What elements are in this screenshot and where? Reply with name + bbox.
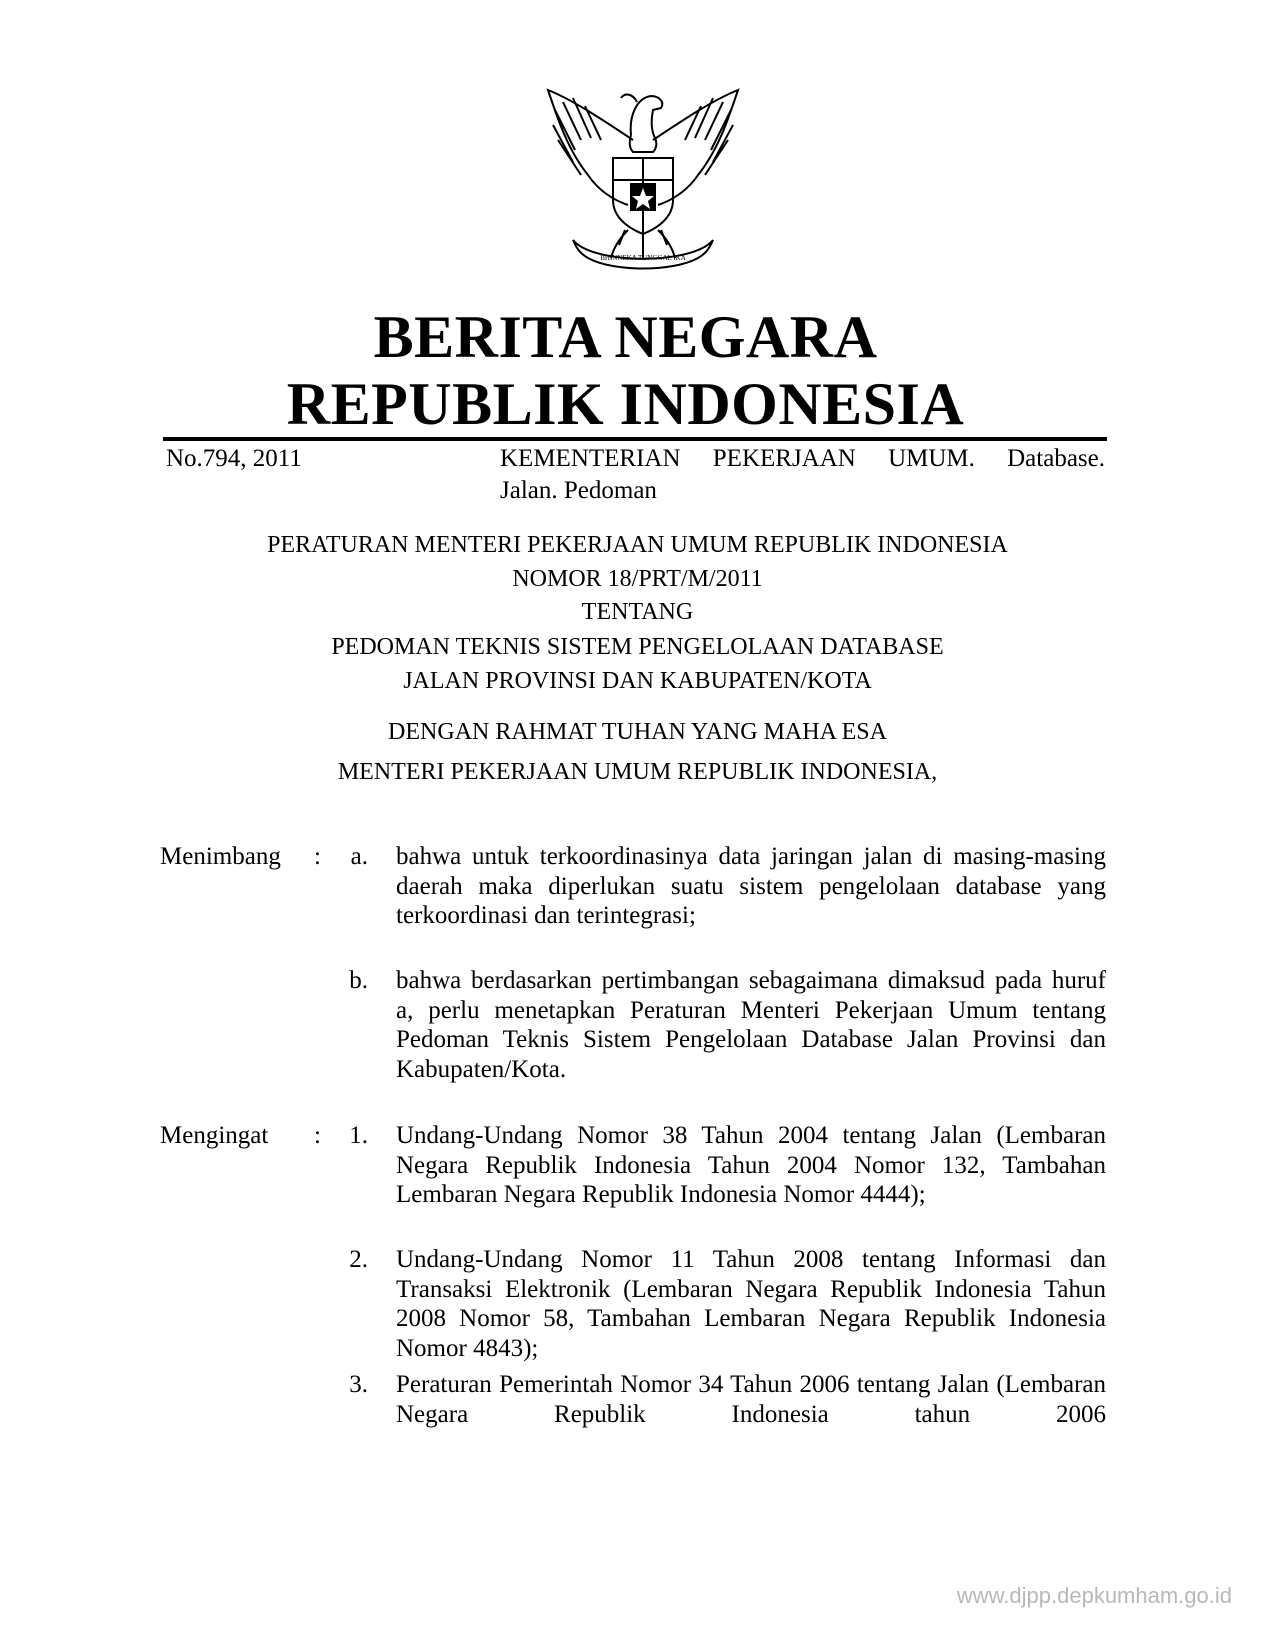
masthead-divider: [163, 437, 1107, 441]
masthead-line-1: BERITA NEGARA: [373, 304, 878, 370]
menimbang-item-a: bahwa untuk terkoordinasinya data jaringan jalan di masing-masing daerah maka diperlukan suatu sistem pengelolaan database yang terkoordinasi dan terintegrasi;: [396, 843, 1106, 929]
regulation-number: NOMOR 18/PRT/M/2011: [512, 566, 763, 592]
mengingat-label: Mengingat: [160, 1122, 269, 1149]
mengingat-marker-2: 2.: [349, 1246, 368, 1273]
gazette-subject: [500, 443, 1105, 507]
mengingat-marker-3: 3.: [349, 1371, 368, 1398]
menimbang-marker-a: a.: [350, 843, 368, 870]
watermark-url: www.djpp.depkumham.go.id: [956, 1583, 1232, 1608]
menimbang-label: Menimbang: [160, 843, 281, 870]
menimbang-colon: :: [314, 843, 321, 870]
preamble-line-1: DENGAN RAHMAT TUHAN YANG MAHA ESA: [388, 719, 887, 745]
masthead-line-2: REPUBLIK INDONESIA: [286, 371, 965, 437]
garuda-emblem-icon: [533, 80, 753, 280]
menimbang-item-b: bahwa berdasarkan pertimbangan sebagaimana dimaksud pada huruf a, perlu menetapkan Peraturan Menteri Pekerjaan Umum tentang Pedoman Teknis Sistem Pengelolaan Database Jalan Provinsi dan Kabupaten/Kota.: [396, 967, 1106, 1083]
regulation-title-line-4: PEDOMAN TEKNIS SISTEM PENGELOLAAN DATABASE: [331, 634, 944, 660]
mengingat-colon: :: [314, 1122, 321, 1149]
regulation-title-line-1: PERATURAN MENTERI PEKERJAAN UMUM REPUBLIK INDONESIA: [267, 532, 1008, 558]
emblem-motto: BHINNEKA TUNGGAL IKA: [600, 254, 686, 262]
gazette-number: No.794, 2011: [166, 445, 302, 472]
regulation-tentang: TENTANG: [581, 599, 694, 625]
mengingat-item-2: Undang-Undang Nomor 11 Tahun 2008 tentang Informasi dan Transaksi Elektronik (Lembaran Negara Republik Indonesia Tahun 2008 Nomor 58, Tambahan Lembaran Negara Republik Indonesia Nomor 4843);: [396, 1246, 1106, 1362]
mengingat-item-3: Peraturan Pemerintah Nomor 34 Tahun 2006 tentang Jalan (Lembaran Negara Republik Indonesia tahun 2006: [396, 1371, 1106, 1428]
regulation-title-line-5: JALAN PROVINSI DAN KABUPATEN/KOTA: [403, 668, 872, 694]
mengingat-marker-1: 1.: [349, 1122, 368, 1149]
gazette-subject-line-1: KEMENTERIAN PEKERJAAN UMUM. Database.: [500, 445, 1105, 472]
menimbang-marker-b: b.: [349, 967, 368, 994]
preamble-line-2: MENTERI PEKERJAAN UMUM REPUBLIK INDONESIA,: [337, 759, 938, 785]
mengingat-item-1: Undang-Undang Nomor 38 Tahun 2004 tentang Jalan (Lembaran Negara Republik Indonesia Tahun 2004 Nomor 132, Tambahan Lembaran Negara Republik Indonesia Nomor 4444);: [396, 1122, 1106, 1208]
gazette-subject-line-2: Jalan. Pedoman: [500, 477, 657, 504]
